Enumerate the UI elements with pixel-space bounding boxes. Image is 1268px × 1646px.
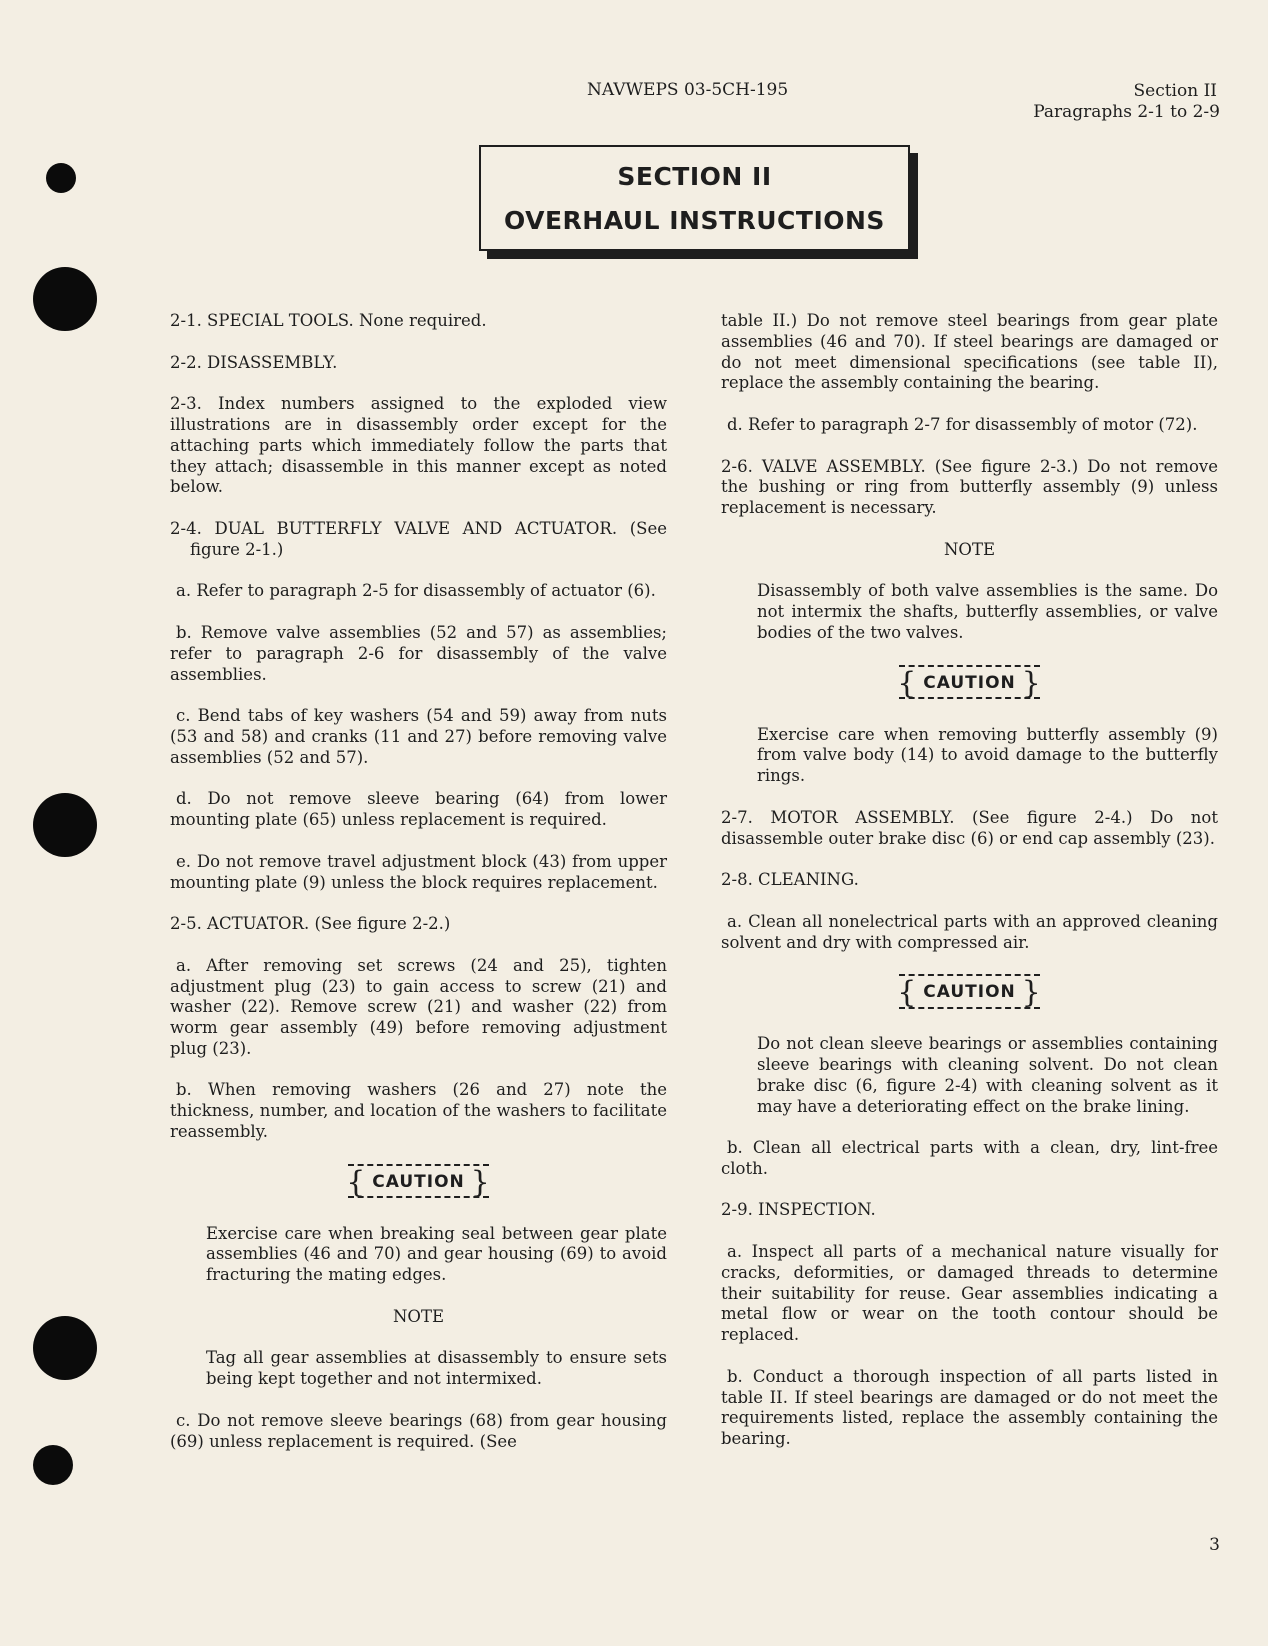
- note-2-label: NOTE: [943, 539, 995, 559]
- caution-3-text: Do not clean sleeve bearings or assemblies containing sleeve bearings with cleaning solvent. Do not clean brake disc (6, figure 2-4) with cleaning solvent as it may have a deteriorating effect on the brake lining.: [757, 1034, 1218, 1116]
- para-2-5-b: b. When removing washers (26 and 27) note the thickness, number, and location of the washers to facilitate reassembly.: [170, 1080, 667, 1142]
- section-subtitle: OVERHAUL INSTRUCTIONS: [504, 206, 885, 235]
- binder-hole-2: [33, 267, 97, 331]
- para-2-7: 2-7. MOTOR ASSEMBLY. (See figure 2-4.) Do not disassemble outer brake disc (6) or end cap assembly (23).: [721, 807, 1218, 848]
- section-title: SECTION II: [617, 162, 772, 191]
- left-column: [170, 311, 667, 1473]
- paragraph-range: Paragraphs 2-1 to 2-9: [1033, 102, 1220, 122]
- caution-2-text: Exercise care when removing butterfly assembly (9) from valve body (14) to avoid damage to the butterfly rings.: [757, 724, 1218, 786]
- binder-hole-5: [33, 1445, 73, 1485]
- para-2-4: 2-4. DUAL BUTTERFLY VALVE AND ACTUATOR. (See figure 2-1.): [170, 518, 667, 559]
- para-2-4-c: c. Bend tabs of key washers (54 and 59) away from nuts (53 and 58) and cranks (11 and 27) before removing valve assemblies (52 and 57).: [170, 706, 667, 767]
- para-2-6: 2-6. VALVE ASSEMBLY. (See figure 2-3.) Do not remove the bushing or ring from butterfly assembly (9) unless replacement is necessary.: [721, 456, 1218, 518]
- para-2-2: 2-2. DISASSEMBLY.: [170, 352, 338, 372]
- binder-hole-1: [46, 163, 76, 193]
- para-2-4-b: b. Remove valve assemblies (52 and 57) as assemblies; refer to paragraph 2-6 for disassembly of the valve assemblies.: [170, 622, 667, 684]
- para-2-4-a: a. Refer to paragraph 2-5 for disassembly of actuator (6).: [176, 581, 656, 601]
- para-2-8-b: b. Clean all electrical parts with a clean, dry, lint-free cloth.: [721, 1138, 1218, 1178]
- note-1-label: NOTE: [392, 1306, 444, 1326]
- document-number: NAVWEPS 03-5CH-195: [587, 80, 789, 100]
- para-2-5-d: d. Refer to paragraph 2-7 for disassembly of motor (72).: [727, 414, 1198, 434]
- caution-1-text: Exercise care when breaking seal between gear plate assemblies (46 and 70) and gear housing (69) to avoid fracturing the mating edges.: [206, 1223, 667, 1285]
- section-title-box: [479, 145, 910, 251]
- para-2-5-c-continued: table II.) Do not remove steel bearings from gear plate assemblies (46 and 70). If steel bearings are damaged or do not meet dimensional specifications (see table II), replace the assembly containing the bearing.: [721, 311, 1218, 393]
- para-2-8-a: a. Clean all nonelectrical parts with an approved cleaning solvent and dry with compressed air.: [721, 911, 1218, 952]
- caution-label: { CAUTION }: [899, 665, 1040, 700]
- note-1-text: Tag all gear assemblies at disassembly to ensure sets being kept together and not intermixed.: [206, 1348, 667, 1389]
- note-2-text: Disassembly of both valve assemblies is the same. Do not intermix the shafts, butterfly assemblies, or valve bodies of the two valves.: [757, 581, 1218, 642]
- caution-label: { CAUTION }: [348, 1164, 489, 1199]
- para-2-5-a: a. After removing set screws (24 and 25), tighten adjustment plug (23) to gain access to screw (21) and washer (22). Remove screw (21) and washer (22) from worm gear assembly (49) before removing adjustment plug (23).: [170, 955, 667, 1058]
- caution-label: { CAUTION }: [899, 974, 1040, 1009]
- binder-hole-3: [33, 793, 97, 857]
- para-2-4-e: e. Do not remove travel adjustment block (43) from upper mounting plate (9) unless the block requires replacement.: [170, 851, 667, 892]
- caution-3: [721, 974, 1218, 1018]
- para-2-8: 2-8. CLEANING.: [721, 870, 859, 890]
- para-2-3: 2-3. Index numbers assigned to the exploded view illustrations are in disassembly order except for the attaching parts which immediately follow the parts that they attach; disassemble in this manner except as noted below.: [170, 394, 667, 497]
- section-label: Section II: [1133, 81, 1217, 101]
- para-2-1: 2-1. SPECIAL TOOLS. None required.: [170, 311, 487, 330]
- page-number: 3: [1209, 1535, 1220, 1555]
- right-column: [721, 311, 1218, 1471]
- para-2-5: 2-5. ACTUATOR. (See figure 2-2.): [170, 914, 451, 934]
- para-2-4-d: d. Do not remove sleeve bearing (64) from lower mounting plate (65) unless replacement is required.: [170, 789, 667, 830]
- para-2-9: 2-9. INSPECTION.: [721, 1200, 876, 1220]
- para-2-9-a: a. Inspect all parts of a mechanical nature visually for cracks, deformities, or damaged threads to determine their suitability for reuse. Gear assemblies indicating a metal flow or wear on the tooth contour should be replaced.: [721, 1242, 1218, 1345]
- para-2-9-b: b. Conduct a thorough inspection of all parts listed in table II. If steel bearings are damaged or do not meet the requirements listed, replace the assembly containing the bearing.: [721, 1366, 1218, 1449]
- caution-1: [170, 1164, 667, 1208]
- para-2-5-c: c. Do not remove sleeve bearings (68) from gear housing (69) unless replacement is required. (See: [170, 1410, 667, 1451]
- caution-2: [721, 665, 1218, 709]
- binder-hole-4: [33, 1316, 97, 1380]
